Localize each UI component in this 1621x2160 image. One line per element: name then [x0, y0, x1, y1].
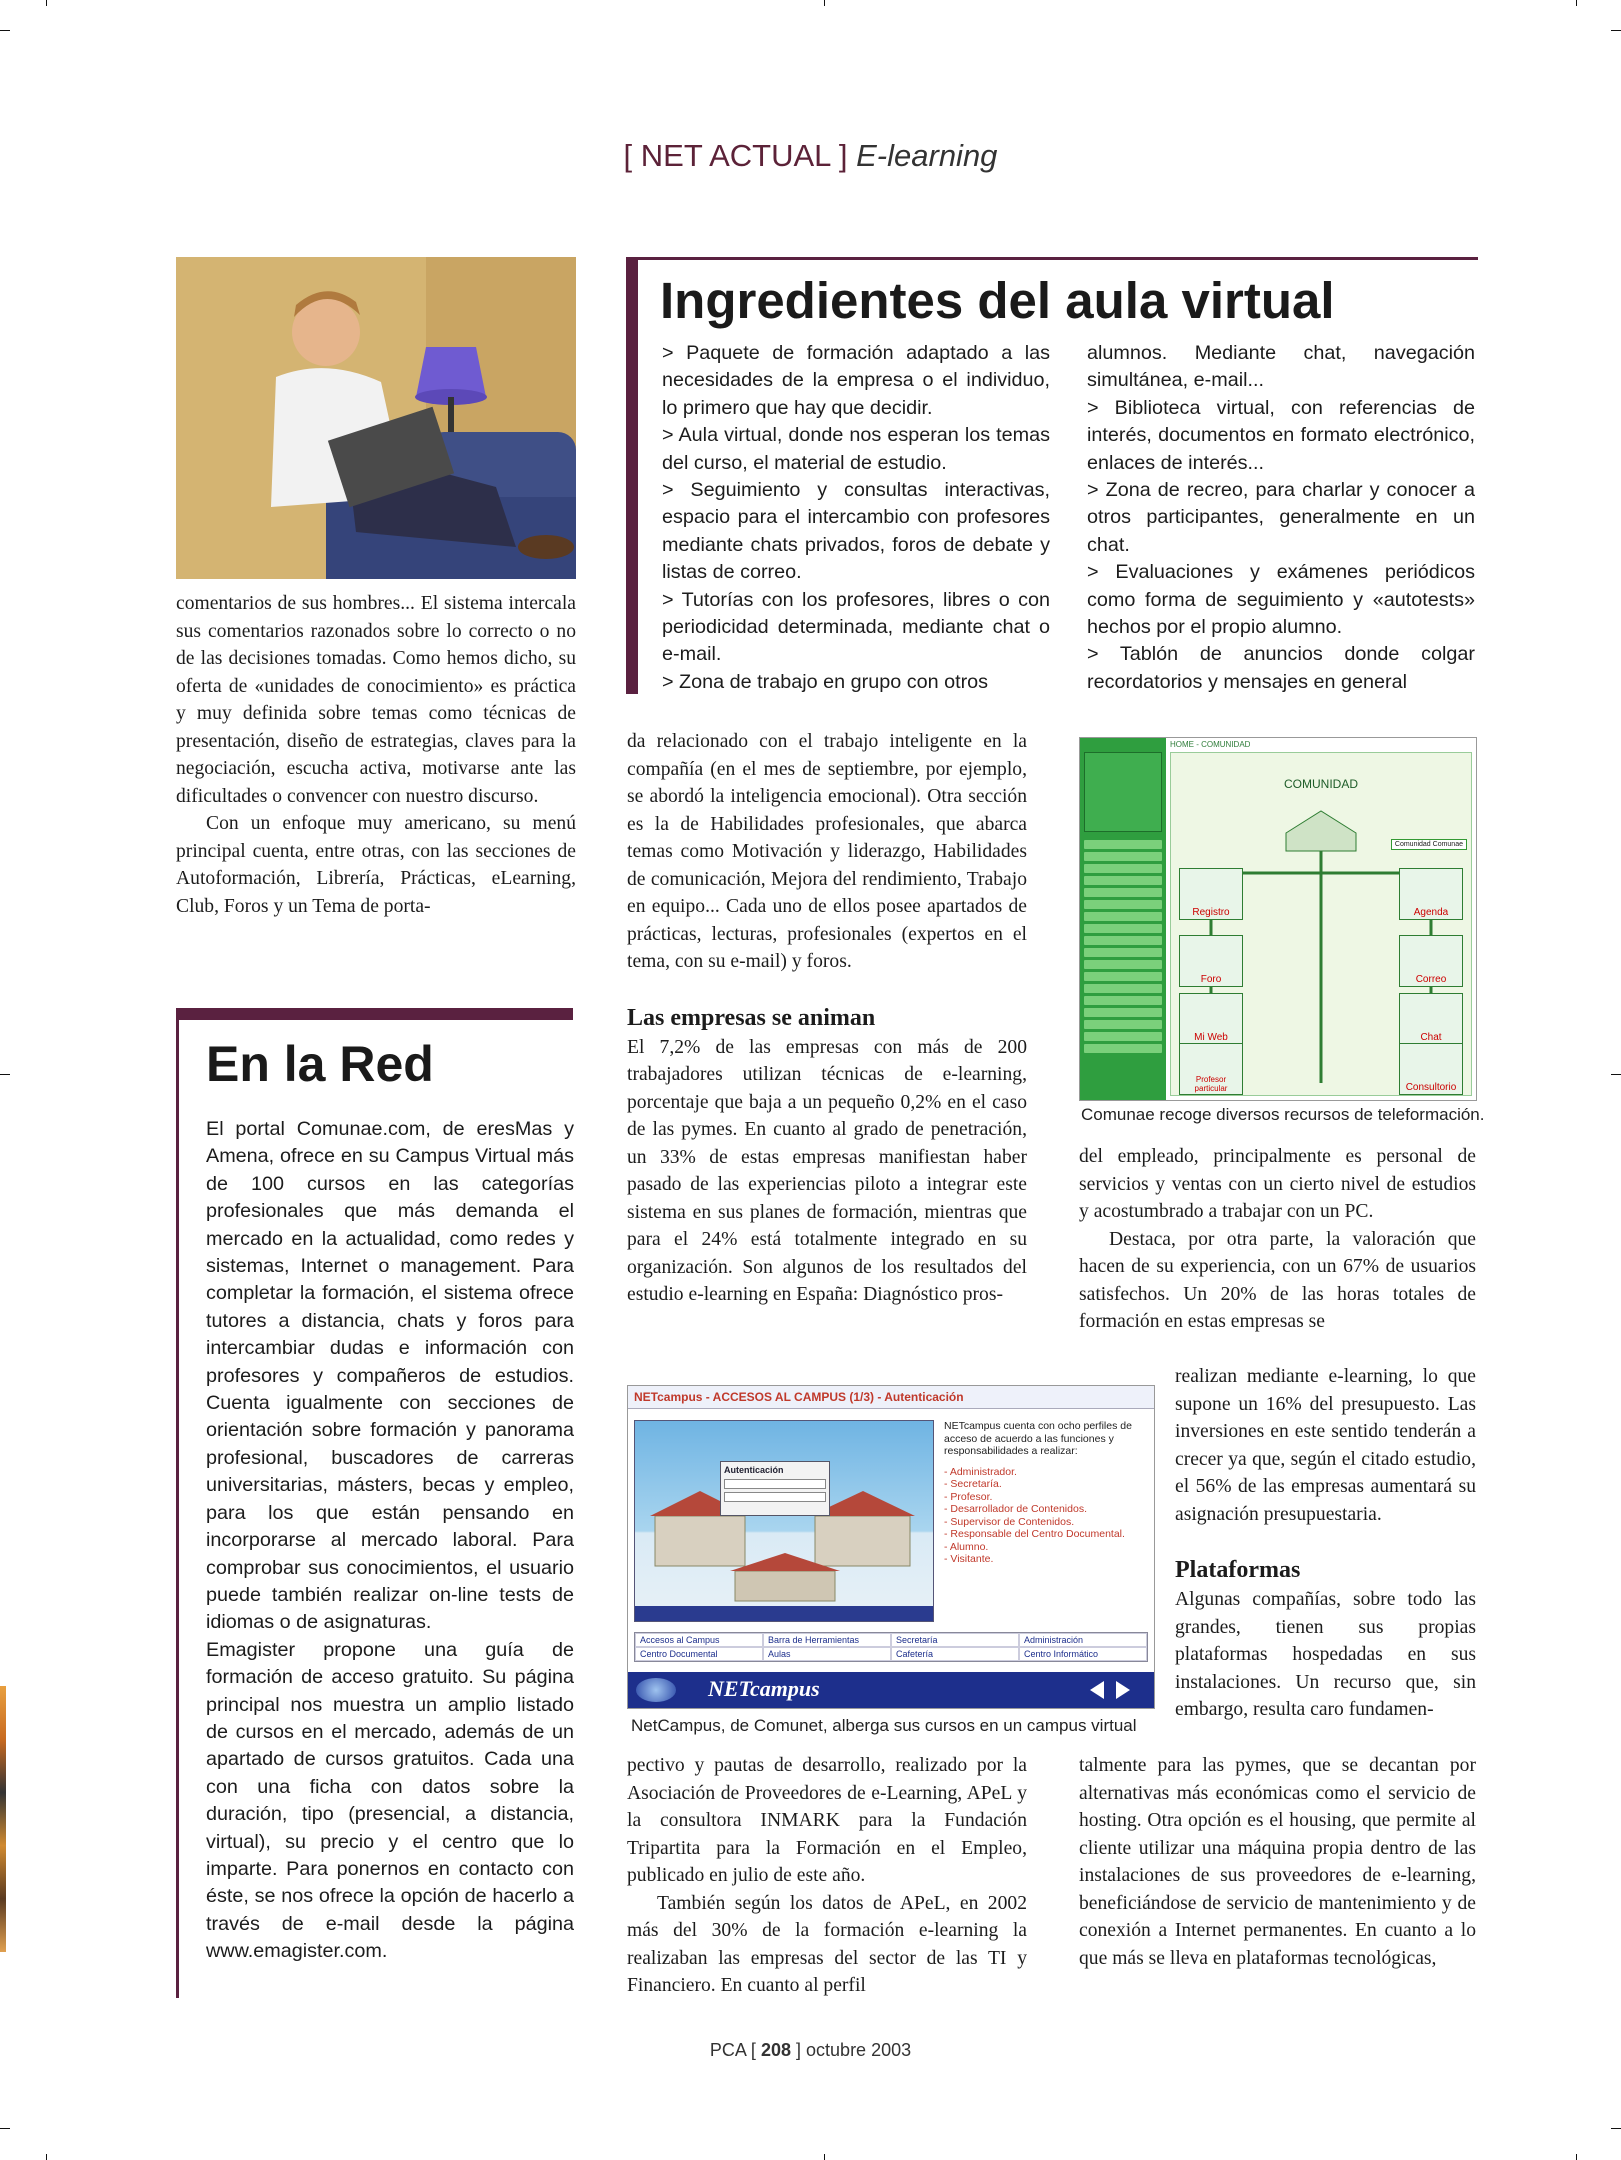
adjacent-page-bleed [0, 1686, 6, 1952]
sidebar-nav-item[interactable] [1084, 924, 1162, 933]
page-header [0, 138, 1621, 174]
sidebar-nav-item[interactable] [1084, 912, 1162, 921]
sidebar-nav-item[interactable] [1084, 864, 1162, 873]
sidebar-nav-item[interactable] [1084, 876, 1162, 885]
middle-after-2: También según los datos de APeL, en 2002 más del 30% de la formación e-learning la realizaban las empresas del sector de las TI y Financiero. En cuanto al perfil [627, 1892, 1027, 1996]
right-paragraph-2-cont: realizan mediante e-learning, lo que supone un 16% del presupuesto. Las inversiones en este sentido tenderán a crecer ya que, según el citado estudio, el 56% de las empresas aumentará su asignación presupuestaria. [1175, 1366, 1476, 1525]
ingredientes-item-1: > Paquete de formación adaptado a las necesidades de la empresa o el individuo, lo primero que hay que decidir. [662, 342, 1050, 419]
node-correo[interactable] [1399, 935, 1463, 987]
node-profesor-particular[interactable] [1179, 1043, 1243, 1095]
plataformas-full: talmente para las pymes, que se decantan por alternativas más económicas como el servicio de hosting. Otra opción es el housing, que permite al cliente utilizar una máquina propia dentro de las instalaciones de sus proveedores de e-learning, beneficiándose de servicio de mantenimiento y de conexión a Internet permanentes. En cuanto a lo que más se lleva en plataformas tecnológicas, [1079, 1755, 1476, 1969]
header-subsection: E-learning [856, 138, 998, 173]
sidebar-nav-item[interactable] [1084, 900, 1162, 909]
sidebar-nav-item[interactable] [1084, 996, 1162, 1005]
node-label: Correo [1415, 974, 1447, 985]
sidebar-nav-item[interactable] [1084, 984, 1162, 993]
node-label: Consultorio [1405, 1082, 1457, 1093]
ingredientes-item-4: > Tutorías con los profesores, libres o con periodicidad determinada, mediante chat o e-mail. [662, 588, 1050, 666]
node-label: Registro [1192, 907, 1230, 918]
node-label: Foro [1200, 974, 1222, 985]
netcampus-roles [944, 1466, 1144, 1566]
netcampus-link[interactable]: Centro Informático [1019, 1647, 1147, 1661]
netcampus-link[interactable]: Secretaría [891, 1633, 1019, 1647]
footer-page-number: 208 [760, 2040, 791, 2060]
sidebar-nav-item[interactable] [1084, 852, 1162, 861]
node-agenda[interactable] [1399, 868, 1463, 920]
netcampus-login-panel [720, 1461, 830, 1516]
node-chat[interactable] [1399, 993, 1463, 1045]
header-section: [ NET ACTUAL ] [623, 138, 848, 173]
role-item: - Secretaría. [944, 1478, 1002, 1490]
sidebar-nav-item[interactable] [1084, 1044, 1162, 1053]
comunae-content [1170, 752, 1472, 1096]
netcampus-link[interactable]: Centro Documental [635, 1647, 763, 1661]
comunae-badge: Comunidad Comunae [1391, 839, 1467, 850]
netcampus-link[interactable]: Accesos al Campus [635, 1633, 763, 1647]
node-label: Profesor particular [1194, 1075, 1228, 1093]
ingredientes-item-10: > Tablón de anuncios donde colgar recordatorios y mensajes en general [1087, 643, 1475, 693]
ingredientes-item-2: > Aula virtual, donde nos esperan los temas del curso, el material de estudio. [662, 424, 1050, 474]
netcampus-link[interactable]: Aulas [763, 1647, 891, 1661]
plataformas-narrow: Algunas compañías, sobre todo las grandes, tienen sus propias plataformas hospedadas en sus instalaciones. Un recurso que, sin embargo, resulta caro fundamen- [1175, 1589, 1476, 1720]
left-paragraph-1: comentarios de sus hombres... El sistema intercala sus comentarios razonados sobre lo correcto o no de las decisiones tomadas. Como hemos dicho, su oferta de «unidades de conocimiento» es práctica y muy definida sobre temas como técnicas de presentación, diseño de estrategias, claves para la negociación, escucha activa, motivarse ante las dificultades o convencer con nuestro discurso. [176, 593, 576, 807]
role-item: - Alumno. [944, 1540, 989, 1553]
comunae-breadcrumb: HOME - COMUNIDAD [1170, 740, 1251, 749]
next-arrow-icon[interactable] [1116, 1681, 1130, 1699]
ingredientes-item-3: > Seguimiento y consultas interactivas, espacio para el intercambio con profesores mediante chats privados, foros de debate y listas de correo. [662, 479, 1050, 584]
netcampus-caption: NetCampus, de Comunet, alberga sus cursos en un campus virtual [631, 1716, 1137, 1735]
en-la-red-top-bar [176, 1008, 573, 1020]
prev-arrow-icon[interactable] [1090, 1681, 1104, 1699]
ingredientes-col-1 [662, 340, 1050, 696]
netcampus-brand: NETcampus [708, 1676, 820, 1701]
node-label: Agenda [1413, 907, 1449, 918]
ingredientes-item-9: > Evaluaciones y exámenes periódicos como forma de seguimiento y «autotests» hechos por el propio alumno. [1087, 561, 1475, 639]
sidebar-nav-item[interactable] [1084, 840, 1162, 849]
netcampus-login-title: Autenticación [724, 1465, 784, 1475]
right-column-upper [1079, 1143, 1476, 1336]
node-label: Chat [1420, 1032, 1442, 1043]
role-item: - Visitante. [944, 1553, 994, 1565]
ingredientes-item-7: > Biblioteca virtual, con referencias de interés, documentos en formato electrónico, enlaces de interés... [1087, 396, 1475, 474]
node-registro[interactable] [1179, 868, 1243, 920]
netcampus-brand-bar [628, 1672, 1154, 1708]
sidebar-nav-item[interactable] [1084, 948, 1162, 957]
ingredientes-top-rule [626, 257, 1478, 260]
sidebar-nav-item[interactable] [1084, 1032, 1162, 1041]
netcampus-campus-image [634, 1420, 934, 1622]
netcampus-screenshot [627, 1385, 1155, 1709]
netcampus-info [944, 1420, 1144, 1566]
middle-column-top [627, 728, 1027, 1309]
netcampus-user-field[interactable] [724, 1479, 826, 1489]
en-la-red-title: En la Red [206, 1036, 434, 1092]
role-item: - Responsable del Centro Documental. [944, 1528, 1125, 1540]
footer-date: octubre 2003 [806, 2040, 912, 2060]
middle-intro: da relacionado con el trabajo inteligente en la compañía (en el mes de septiembre, por ejemplo, se abordó la inteligencia emocional). Otra sección es la de Habilidades profesionales, que abarca temas como Motivación y liderazgo, Habilidades de comunicación, Mejora del rendimiento, Trabajo en equipo... Cada uno de ellos posee apartados de prácticas, lecturas, profesionales (expertos en el tema, con su e-mail) y foros. [627, 731, 1027, 972]
node-foro[interactable] [1179, 935, 1243, 987]
plataformas-subhead: Plataformas [1175, 1557, 1301, 1583]
netcampus-intro: NETcampus cuenta con ocho perfiles de acceso de acuerdo a las funciones y responsabilidades a realizar: [944, 1420, 1132, 1457]
sidebar-nav-item[interactable] [1084, 888, 1162, 897]
netcampus-globe-icon [636, 1678, 676, 1702]
middle-subhead: Las empresas se animan [627, 1004, 876, 1031]
node-label: Mi Web [1194, 1032, 1228, 1043]
photo-man-with-laptop [176, 257, 576, 579]
right-paragraph-1: del empleado, principalmente es personal de servicios y ventas con un cierto nivel de estudios y acostumbrado a trabajar con un PC. [1079, 1146, 1476, 1222]
netcampus-link-table [634, 1632, 1148, 1662]
role-item: - Administrador. [944, 1465, 1017, 1478]
comunae-caption: Comunae recoge diversos recursos de teleformación. [1081, 1105, 1485, 1124]
ingredientes-col-2 [1087, 340, 1475, 696]
ingredientes-item-5: > Zona de trabajo en grupo con otros [662, 670, 989, 693]
right-column-lower [1079, 1752, 1476, 1972]
ingredientes-item-6: alumnos. Mediante chat, navegación simultánea, e-mail... [1087, 342, 1475, 392]
ingredientes-item-8: > Zona de recreo, para charlar y conocer a otros participantes, generalmente en un chat. [1087, 479, 1475, 556]
left-paragraph-2: Con un enfoque muy americano, su menú principal cuenta, entre otras, con las secciones de Autoformación, Librería, Prácticas, eLearning, Club, Foros y un Tema de porta- [176, 813, 576, 917]
netcampus-password-field[interactable] [724, 1492, 826, 1502]
en-la-red-paragraph-2: Emagister propone una guía de formación de acceso gratuito. Su página principal nos muestra un amplio listado de cursos en el mercado, además de un apartado de cursos gratuitos. Cada una con una ficha con datos sobre la duración, tipo (presencial, a distancia, virtual), su precio y el centro que lo imparte. Para ponernos en contacto con éste, se nos ofrece la opción de hacerlo a través de e-mail desde la página www.emagister.com. [206, 1638, 574, 1963]
sidebar-nav-item[interactable] [1084, 936, 1162, 945]
middle-after-1: pectivo y pautas de desarrollo, realizado por la Asociación de Proveedores de e-Learning, APeL y la consultora INMARK para la Fundación Tripartita para la Formación en el Empleo, publicado en julio de este año. [627, 1755, 1027, 1886]
node-consultorio[interactable] [1399, 1043, 1463, 1095]
role-item: - Profesor. [944, 1490, 993, 1503]
netcampus-link[interactable]: Barra de Herramientas [763, 1633, 891, 1647]
sidebar-nav-item[interactable] [1084, 1020, 1162, 1029]
ingredientes-title: Ingredientes del aula virtual [660, 272, 1335, 329]
right-paragraph-2: Destaca, por otra parte, la valoración que hacen de su experiencia, con un 67% de usuarios satisfechos. Un 20% de las horas totales de formación en estas empresas se [1079, 1228, 1476, 1332]
role-item: - Desarrollador de Contenidos. [944, 1503, 1087, 1515]
sidebar-nav-item[interactable] [1084, 1008, 1162, 1017]
ingredientes-left-bar [626, 257, 638, 694]
netcampus-link[interactable]: Administración [1019, 1633, 1147, 1647]
sidebar-nav-item[interactable] [1084, 960, 1162, 969]
node-mi-web[interactable] [1179, 993, 1243, 1045]
en-la-red-left-rule [176, 1008, 179, 1998]
en-la-red-text [206, 1116, 574, 1966]
middle-section-text: El 7,2% de las empresas con más de 200 trabajadores utilizan técnicas de e-learning, porcentaje que baja a un pequeño 0,2% en el caso de las pymes. En cuanto al grado de penetración, un 33% de estas empresas manifiestan haber pasado de las experiencias piloto a integrar este sistema en sus planes de formación, mientras que para el 24% está totalmente integrado en su organización. Son algunos de los resultados del estudio e-learning en España: Diagnóstico pros- [627, 1036, 1027, 1305]
footer-magazine: PCA [709, 2040, 746, 2060]
netcampus-title-bar: NETcampus - ACCESOS AL CAMPUS (1/3) - Autenticación [628, 1386, 1154, 1409]
sidebar-nav-item[interactable] [1084, 972, 1162, 981]
right-column-narrow [1175, 1363, 1476, 1724]
left-column-text [176, 590, 576, 920]
comunae-login-box [1084, 752, 1162, 832]
page-footer: PCA [ 208 ] octubre 2003 [709, 2040, 912, 2060]
comunae-banner: COMUNIDAD [1284, 777, 1358, 791]
netcampus-link[interactable]: Cafetería [891, 1647, 1019, 1661]
comunae-sidebar [1080, 738, 1166, 1100]
middle-column-bottom [627, 1752, 1027, 2000]
en-la-red-paragraph-1: El portal Comunae.com, de eresMas y Amena, ofrece en su Campus Virtual más de 100 cursos en las categorías profesionales que más demanda el mercado en la actualidad, como redes y sistemas, Internet o management. Para completar la formación, el sistema ofrece tutores a distancia, chats y foros para intercambiar dudas e información con profesores y compañeros de estudios. Cuenta igualmente con secciones de orientación sobre formación y panorama profesional, buscadores de carreras universitarias, másters, becas y empleo, para los que están pensando en incorporarse al mercado laboral. Para comprobar sus conocimientos, el usuario puede también realizar on-line tests de idiomas o de asignaturas. [206, 1118, 574, 1634]
comunae-screenshot [1079, 737, 1477, 1101]
role-item: - Supervisor de Contenidos. [944, 1515, 1075, 1528]
